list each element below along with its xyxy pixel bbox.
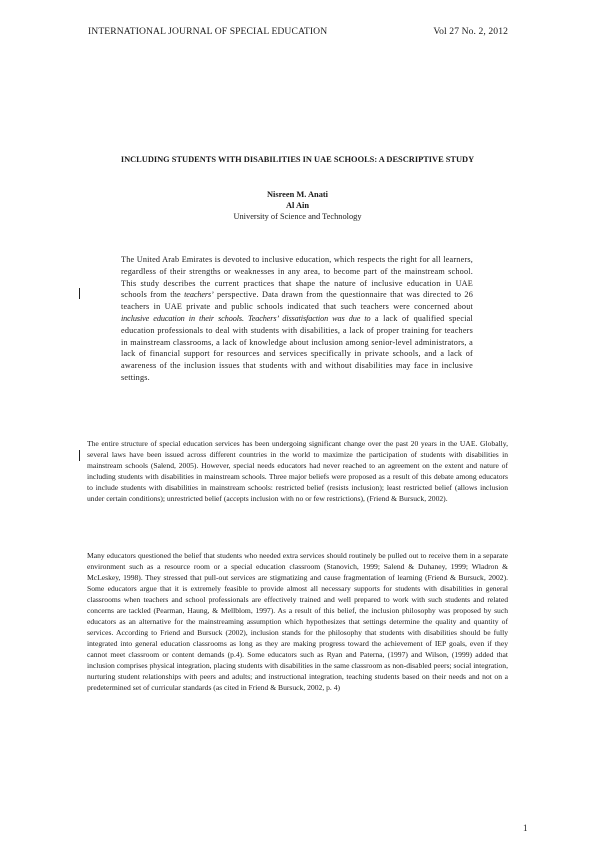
page-number: 1 (523, 823, 528, 833)
author-name: Nisreen M. Anati (266, 190, 329, 199)
running-header (88, 26, 508, 40)
author-block (150, 189, 445, 222)
author-city: Al Ain (285, 201, 310, 210)
body-paragraph-2: Many educators questioned the belief that students who needed extra services should routinely be pulled out to receive them in a separate environment such as a resource room or a special education classroom (Stanovich, 1999; Salend & Duhaney, 1999; Wladron & McLeskey, 1998). They stressed that pull-out services are stigmatizing and cause fragmentation of learning (Friend & Bursuck, 2002). Some educators argue that it is extremely feasible to provide almost all necessary supports for students with disabilities in general classrooms when teachers and school professionals are effectively trained and well prepared to work with such students and related concerns are tackled (Pearman, Haung, & Mellblom, 1997). As a result of this belief, the inclusion philosophy was proposed by such educators as an alternative for the mainstreaming assumption which hypothesizes that settings determine the quality and quantity of services. According to Friend and Bursuck (2002), inclusion stands for the philosophy that students with disabilities should be fully integrated into general education classrooms as long as they are making progress toward the achievement of IEP goals, even if they cannot meet classroom or content demands (p.4). Some educators such as Ryan and Paterna, (1997) and Wilson, (1999) added that inclusion comprises physical integration, placing students with disabilities in the same classroom as non-disabled peers; social integration, nurturing student relationships with peers and adults; and instructional integration, teaching students based on their needs and not on a predetermined set of curricular standards (as cited in Friend & Bursuck, 2002, p. 4) (87, 551, 508, 692)
abstract (121, 254, 473, 384)
body-paragraph-1: The entire structure of special education services has been undergoing significant change over the past 20 years in the UAE. Globally, several laws have been issued across different countries in the world to maximize the participation of students with disabilities in mainstream schools (Salend, 2005). However, special needs educators had never reached to an agreement on the extent and nature of including students with disabilities in mainstream schools. Three major beliefs were proposed as a result of this debate among educators to include students with disabilities in mainstream schools: restricted belief (resists inclusion); least restricted belief (allows inclusion under certain conditions); unrestricted belief (accepts inclusion with no or few restrictions), (Friend & Bursuck, 2002). (87, 439, 508, 503)
volume-issue: Vol 27 No. 2, 2012 (433, 26, 508, 37)
abstract-cursive-2: inclusive education in their schools. Teachers’ dissatisfaction was due to (121, 313, 371, 323)
abstract-text-2: perspective. Data drawn from the questionnaire that was directed to 26 teachers in UAE private and public schools indicated that such teachers were concerned about (121, 290, 473, 312)
abstract-text-3: a lack of qualified special education professionals to deal with students with disabilities, a lack of proper training for teachers in mainstream classrooms, a lack of knowledge about inclusion among senior-level administrators, a lack of financial support for resources and services specifically in private schools, and a lack of awareness of the inclusion issues that students with and without disabilities may face in inclusive settings. (121, 313, 473, 382)
author-affiliation: University of Science and Technology (233, 212, 362, 221)
article-title: INCLUDING STUDENTS WITH DISABILITIES IN UAE SCHOOLS: A DESCRIPTIVE STUDY (120, 155, 475, 164)
abstract-cursive-1: teachers’ (184, 290, 214, 300)
change-bar (79, 450, 80, 461)
change-bar (79, 288, 80, 299)
journal-name: INTERNATIONAL JOURNAL OF SPECIAL EDUCATION (88, 26, 328, 37)
abstract-text-1: The United Arab Emirates is devoted to inclusive education, which respects the right for all learners, regardless of their strengths or weaknesses in any area, to become part of the mainstream school. This study describes the current practices that shape the nature of inclusive education in UAE schools from the (121, 255, 473, 300)
